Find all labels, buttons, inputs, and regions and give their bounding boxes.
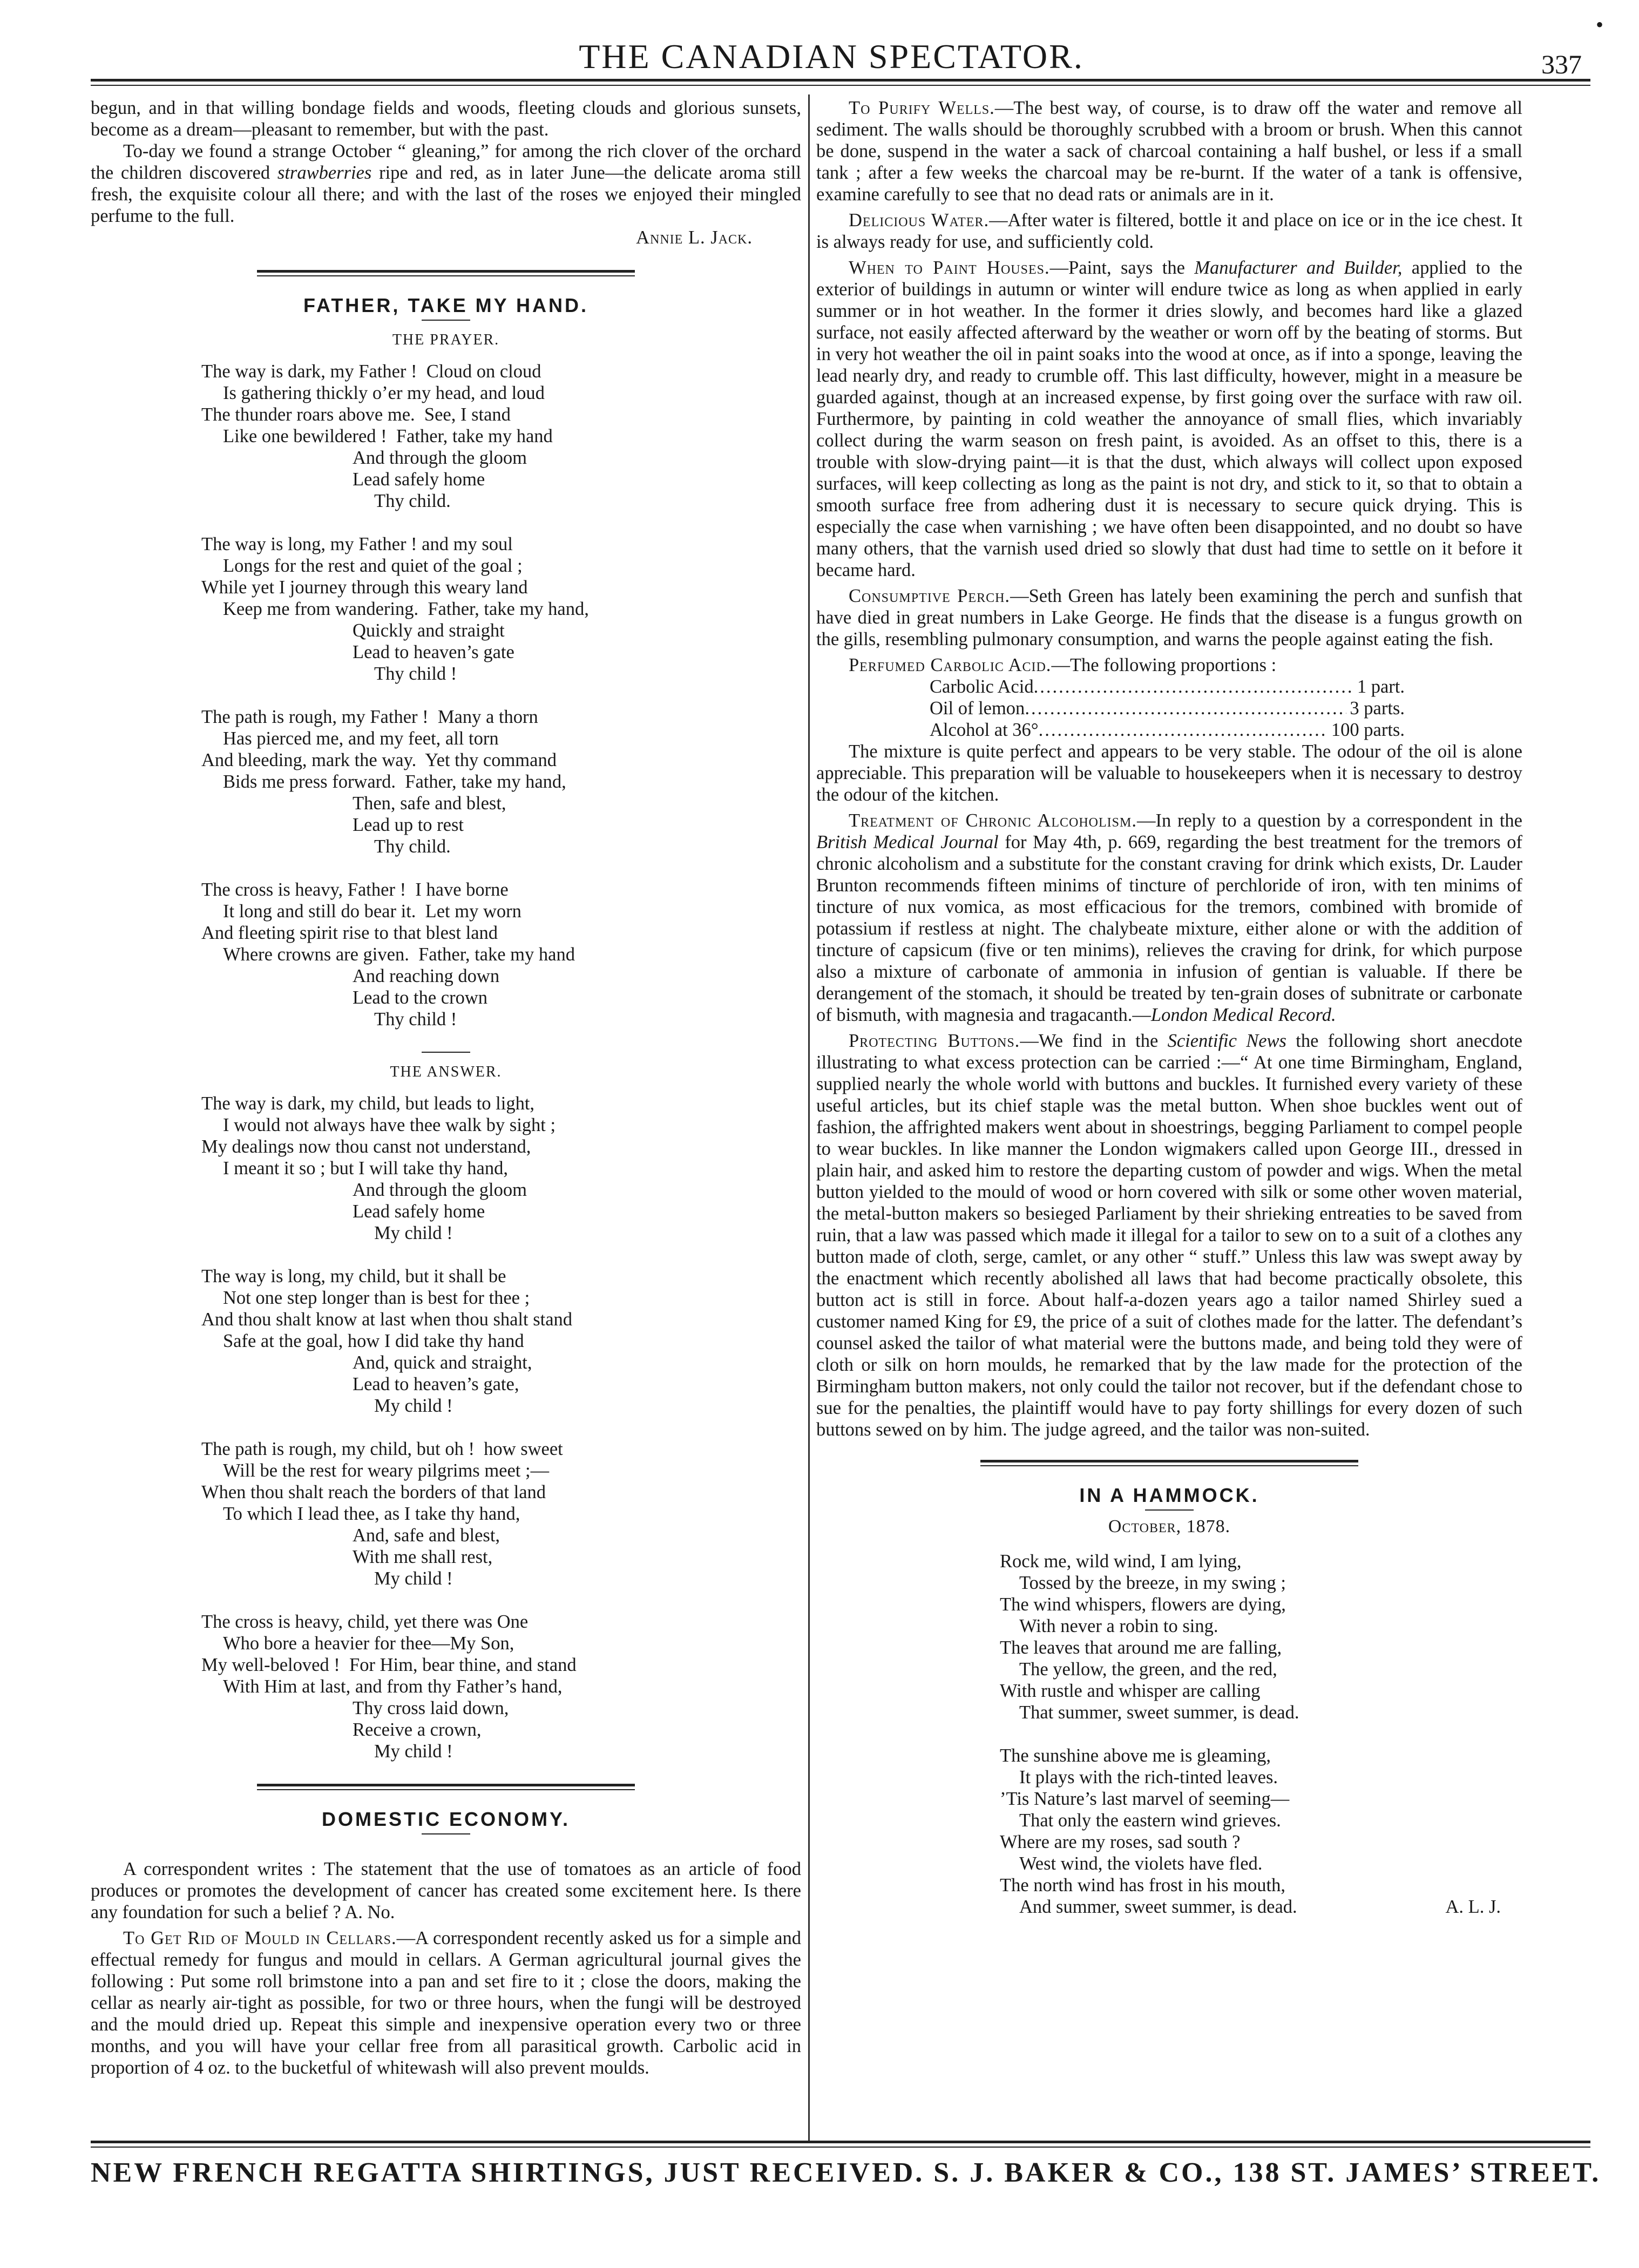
buttons-paragraph <box>816 1030 1522 1440</box>
water-paragraph <box>816 209 1522 253</box>
header-rule <box>91 79 1590 86</box>
poem-line: With rustle and whisper are calling <box>1000 1681 1261 1701</box>
poem-line: And, safe and blest, <box>353 1525 500 1546</box>
poem-line: Like one bewildered ! Father, take my hand <box>223 426 553 446</box>
poem-line: The path is rough, my child, but oh ! how sweet <box>201 1439 563 1459</box>
poem-line: And through the gloom <box>353 448 527 468</box>
poem-line: The cross is heavy, child, yet there was One <box>201 1612 529 1632</box>
title-rule <box>422 1833 470 1834</box>
buttons-body: the following short anecdote illustrating to what excess protection can be carried :—“ At one time Birmingham, England, supplied nearly the whole world with buttons and buckles. It furnished every variety of these useful articles, but its chief staple was the metal button. When shoe buckles went out of fashion, the affrighted makers went about in shoestrings, begging Parliament to compel people to wear buckles. In like manner the London wigmakers called upon George III., dressed in plain hair, and asked him to restore the departing custom of powder and wigs. When the metal button yielded to the mould of wood or horn covered with silk or some other woven material, the metal-button makers so besieged Parliament by their shrieking entreaties to be saved from ruin, that a law was passed which made it illegal for a tailor to sew on to a suit of a clothes any button made of cloth, serge, camlet, or any other “ stuff.” Unless this law was swept away by the enactment which recently abolished all laws that had become practically obsolete, this button act is still in force. About half-a-dozen years ago a tailor named Shirley sued a customer named King for £9, the price of a suit of clothes made for the latter. The defendant’s counsel asked the tailor of what material were the buttons made, and being told they were of cloth or silk on horn moulds, he remarked that by the law made for the protection of the Birmingham button makers, not only could the tailor not recover, but if the defendant chose to sue for the penalties, the plaintiff would have to pay forty shillings for every dozen of such buttons sewed on by him. The judge agreed, and the tailor was non-suited. <box>816 1031 1522 1440</box>
poem-line: To which I lead thee, as I take thy hand, <box>223 1504 520 1524</box>
poem-line: My child ! <box>374 1568 453 1589</box>
recipe-row <box>930 676 1405 698</box>
intro-signature: Annie L. Jack. <box>636 227 753 248</box>
poem-line: Will be the rest for weary pilgrims meet ;— <box>223 1460 550 1481</box>
leader-dots <box>1039 719 1328 741</box>
recipe-qty: 3 parts. <box>1350 698 1405 719</box>
alcohol-journal: British Medical Journal <box>816 832 999 852</box>
perch-paragraph <box>816 585 1522 650</box>
poem-line: That only the eastern wind grieves. <box>1019 1810 1281 1831</box>
stanza <box>201 1611 801 1762</box>
poem-line: Thy child. <box>374 836 451 857</box>
mould-paragraph <box>91 1927 801 2079</box>
stanza <box>201 706 801 857</box>
section-separator <box>980 1460 1358 1466</box>
poem-line: I meant it so ; but I will take thy hand, <box>223 1158 508 1179</box>
poem-line: Where crowns are given. Father, take my hand <box>223 944 575 965</box>
leader-dots <box>1025 698 1346 719</box>
poem-line: Thy cross laid down, <box>353 1698 509 1718</box>
left-column <box>91 97 801 2079</box>
wells-body: —The best way, of course, is to draw off the water and remove all sediment. The walls should be thoroughly scrubbed with a broom or brush. When this cannot be done, suspend in the water a sack of charcoal containing a half bushel, or less if a small tank ; after a few weeks the charcoal may be re-burnt. If the water of a tank is offensive, examine carefully to see that no dead rats or animals are in it. <box>816 98 1522 205</box>
wells-heading: To Purify Wells. <box>849 98 995 118</box>
stanza <box>201 1265 801 1417</box>
stanza <box>1000 1551 1522 1723</box>
poem-line: Who bore a heavier for thee—My Son, <box>223 1633 514 1654</box>
water-body: —After water is filtered, bottle it and place on ice or in the ice chest. It is always ready for use, and sufficiently cold. <box>816 210 1522 252</box>
water-heading: Delicious Water. <box>849 210 990 231</box>
hammock-poem <box>1000 1551 1522 1918</box>
poem-line: And thou shalt know at last when thou shalt stand <box>201 1309 573 1330</box>
paint-paragraph <box>816 257 1522 581</box>
poem-line: Thy child. <box>374 491 451 511</box>
poem-line: The sunshine above me is gleaming, <box>1000 1745 1271 1766</box>
hammock-signature: A. L. J. <box>1445 1897 1501 1917</box>
poem-line: Lead up to rest <box>353 815 464 835</box>
buttons-heading: Protecting Buttons. <box>849 1031 1020 1051</box>
poem-line: Lead safely home <box>353 469 485 490</box>
recipe-row <box>930 698 1405 719</box>
publication-title: THE CANADIAN SPECTATOR. <box>579 37 1084 76</box>
poem-line: Longs for the rest and quiet of the goal ; <box>223 556 523 576</box>
poem-line: With Him at last, and from thy Father’s hand, <box>223 1676 563 1697</box>
mould-body: —A correspondent recently asked us for a simple and effectual remedy for fungus and mould in cellars. A German agricultural journal gives the following : Put some roll brimstone into a pan and set fire to it ; close the doors, making the cellar as nearly air-tight as possible, for two or three hours, when the fungi will be destroyed and the mould dried up. Repeat this simple and inexpensive operation every two or three months, and you will have your cellar free from all parasitical growth. Carbolic acid in proportion of 4 oz. to the bucketful of whitewash will also prevent moulds. <box>91 1928 801 2078</box>
poem-line: And reaching down <box>353 966 500 986</box>
poem-line: With me shall rest, <box>353 1547 493 1567</box>
title-rule <box>422 320 470 321</box>
stanza <box>201 533 801 685</box>
section-separator <box>257 1784 635 1790</box>
poem-line: And, quick and straight, <box>353 1352 532 1373</box>
poem-line: Not one step longer than is best for thee ; <box>223 1288 530 1308</box>
hammock-title: IN A HAMMOCK. <box>1079 1484 1259 1506</box>
leader-dots <box>1034 676 1354 698</box>
poem-line: The way is dark, my Father ! Cloud on cloud <box>201 361 541 382</box>
poem-line: It long and still do bear it. Let my worn <box>223 901 522 922</box>
poem-line: Tossed by the breeze, in my swing ; <box>1019 1573 1286 1593</box>
poem-line: And bleeding, mark the way. Yet thy command <box>201 750 557 770</box>
mould-heading: To Get Rid of Mould in Cellars. <box>123 1928 397 1948</box>
poem-line: My dealings now thou canst not understand, <box>201 1136 531 1157</box>
poem-line: The leaves that around me are falling, <box>1000 1637 1282 1658</box>
intro-paragraph-2: To-day we found a strange October “ gleaning,” for among the rich clover of the orchard the children discovered strawberries ripe and red, as in later June—the delicate aroma still fresh, the exquisite colour all there; and with the last of the roses we enjoyed their mingled perfume to the full. <box>91 141 801 226</box>
carbolic-paragraph <box>816 654 1522 676</box>
poem-line: The way is long, my child, but it shall be <box>201 1266 506 1287</box>
recipe-item: Carbolic Acid <box>930 676 1034 697</box>
paint-body: applied to the exterior of buildings in autumn or winter will endure twice as long as when applied in early summer or in hot weather. In the former it dries slowly, and becomes hard like a glazed surface, not easily affected afterward by the weather or worn off by the beating of storms. But in very hot weather the oil in paint soaks into the wood at once, as if into a sponge, leaving the lead nearly dry, and ready to crumble off. This last difficulty, however, might in a measure be guarded against, though at an increased expense, by first going over the surface with raw oil. Furthermore, by painting in cold weather the annoyance of small flies, which invariably collect during the warm season on fresh paint, is avoided. As an offset to this, there is a trouble with slow-drying paint—it is that the dust, which always will collect upon exposed surfaces, will keep collecting as long as the paint is not dry, and stick to it, so that to obtain a smooth surface free from adhering dust it is necessary to secure quick drying. This is especially the case when varnishing ; we have often been disappointed, and no doubt so have many others, that the varnish used dried so slowly that dust had time to settle on it before it became hard. <box>816 258 1522 580</box>
prayer-label: THE PRAYER. <box>392 331 500 348</box>
poem-line: Safe at the goal, how I did take thy hand <box>223 1331 524 1351</box>
poem-line: That summer, sweet summer, is dead. <box>1019 1702 1299 1723</box>
poem-line: The thunder roars above me. See, I stand <box>201 404 511 425</box>
poem-line: My well-beloved ! For Him, bear thine, and stand <box>201 1655 577 1675</box>
recipe-qty: 1 part. <box>1357 676 1405 697</box>
poem-line: Rock me, wild wind, I am lying, <box>1000 1551 1242 1572</box>
poem-line: The way is long, my Father ! and my soul <box>201 534 513 554</box>
poem-title: FATHER, TAKE MY HAND. <box>303 294 588 316</box>
answer-label: THE ANSWER. <box>390 1064 502 1080</box>
right-column <box>816 97 1522 1939</box>
poem-line: While yet I journey through this weary land <box>201 577 528 598</box>
poem-line: The path is rough, my Father ! Many a thorn <box>201 707 538 727</box>
carbolic-heading: Perfumed Carbolic Acid. <box>849 655 1052 675</box>
print-mark: • <box>1595 12 1603 37</box>
footer-advertisement: NEW FRENCH REGATTA SHIRTINGS, JUST RECEIVED. S. J. BAKER & CO., 138 ST. JAMES’ STREET. <box>91 2157 1601 2188</box>
alcohol-heading: Treatment of Chronic Alcoholism. <box>849 810 1137 831</box>
recipe-table <box>930 676 1405 741</box>
poem-line: Quickly and straight <box>353 620 505 641</box>
recipe-qty: 100 parts. <box>1331 720 1405 740</box>
poem-line: Thy child ! <box>374 1009 457 1030</box>
tomato-paragraph: A correspondent writes : The statement that the use of tomatoes as an article of food produces or promotes the development of cancer has created some excitement here. Is there any foundation for such a belief ? A. No. <box>91 1859 801 1922</box>
recipe-row <box>930 719 1405 741</box>
page-number: 337 <box>1541 49 1582 79</box>
footer-rule <box>91 2141 1590 2148</box>
poem-line: ’Tis Nature’s last marvel of seeming— <box>1000 1789 1290 1809</box>
alcohol-source: London Medical Record. <box>1150 1005 1336 1025</box>
poem-line: With never a robin to sing. <box>1019 1616 1218 1636</box>
poem-line: The north wind has frost in his mouth, <box>1000 1875 1285 1895</box>
stanza <box>201 1093 801 1244</box>
perch-heading: Consumptive Perch. <box>849 586 1011 606</box>
poem-line: West wind, the violets have fled. <box>1019 1853 1263 1874</box>
poem-line: Lead to the crown <box>353 987 488 1008</box>
hammock-date: October, 1878. <box>1108 1516 1231 1536</box>
poem-line: Thy child ! <box>374 664 457 684</box>
poem-line: Lead to heaven’s gate, <box>353 1374 519 1394</box>
recipe-item: Alcohol at 36° <box>930 720 1039 740</box>
poem-line: My child ! <box>374 1741 453 1762</box>
domestic-economy-title: DOMESTIC ECONOMY. <box>321 1808 571 1830</box>
poem-line: The cross is heavy, Father ! I have borne <box>201 879 509 900</box>
poem-line: And fleeting spirit rise to that blest land <box>201 923 498 943</box>
poem-line: When thou shalt reach the borders of that land <box>201 1482 546 1502</box>
alcohol-paragraph <box>816 810 1522 1026</box>
title-rule <box>1145 1509 1194 1511</box>
paint-source: Manufacturer and Builder, <box>1194 258 1403 278</box>
poem-line: Where are my roses, sad south ? <box>1000 1832 1241 1852</box>
poem-line: Bids me press forward. Father, take my hand, <box>223 771 566 792</box>
stanza <box>201 361 801 512</box>
poem-line: My child ! <box>374 1396 453 1416</box>
poem-line: I would not always have thee walk by sight ; <box>223 1115 556 1135</box>
poem-line: The yellow, the green, and the red, <box>1019 1659 1277 1680</box>
poem-line: The wind whispers, flowers are dying, <box>1000 1594 1286 1615</box>
poem-line: Has pierced me, and my feet, all torn <box>223 728 499 749</box>
poem-line: Is gathering thickly o’er my head, and loud <box>223 383 545 403</box>
poem-line: And through the gloom <box>353 1180 527 1200</box>
alcohol-lead: —In reply to a question by a correspondent in the <box>1136 810 1522 831</box>
running-head <box>76 12 1603 82</box>
buttons-lead: —We find in the <box>1020 1031 1168 1051</box>
poem-line: The way is dark, my child, but leads to light, <box>201 1093 535 1114</box>
prayer-poem <box>201 361 801 1030</box>
buttons-source: Scientific News <box>1167 1031 1286 1051</box>
poem-line: Lead safely home <box>353 1201 485 1222</box>
poem-line: Keep me from wandering. Father, take my hand, <box>223 599 589 619</box>
stanza <box>1000 1745 1522 1918</box>
poem-line: Then, safe and blest, <box>353 793 506 814</box>
poem-line: Lead to heaven’s gate <box>353 642 514 662</box>
answer-poem <box>201 1093 801 1762</box>
poem-line: And summer, sweet summer, is dead. <box>1019 1897 1297 1917</box>
carbolic-intro: —The following proportions : <box>1051 655 1277 675</box>
alcohol-body: for May 4th, p. 669, regarding the best treatment for the tremors of chronic alcoholism and a substitute for the constant craving for drink which exists, Dr. Lauder Brunton recommends fifteen minims of tincture of perchloride of iron, with ten minims of tincture of nux vomica, as most efficacious for the tremors, combined with bromide of potassium if restless at night. The chalybeate mixture, either alone or with the addition of tincture of capsicum (five or ten minims), relieves the craving for drink, for which purpose also a mixture of carbonate of ammonia in infusion of gentian is valuable. If there be derangement of the stomach, it should be treated by ten-grain doses of subnitrate or carbonate of bismuth, with magnesia and tragacanth.— <box>816 832 1522 1025</box>
paint-heading: When to Paint Houses. <box>849 258 1050 278</box>
carbolic-after: The mixture is quite perfect and appears to be very stable. The odour of the oil is alone appreciable. This preparation will be valuable to housekeepers when it is necessary to destroy the odour of the kitchen. <box>816 741 1522 805</box>
stanza <box>201 879 801 1030</box>
poem-line: Receive a crown, <box>353 1719 482 1740</box>
perch-body: —Seth Green has lately been examining the perch and sunfish that have died in great numbers in Lake George. He finds that the disease is a fungus growth on the gills, resembling pulmonary consumption, and warns the people against eating the fish. <box>816 586 1522 649</box>
poem-divider <box>422 1052 470 1053</box>
intro-paragraph-1: begun, and in that willing bondage fields and woods, fleeting clouds and glorious sunsets, become as a dream—pleasant to remember, but with the past. <box>91 98 801 140</box>
column-divider <box>808 94 810 2141</box>
recipe-item: Oil of lemon <box>930 698 1025 719</box>
paint-lead: —Paint, says the <box>1049 258 1195 278</box>
stanza <box>201 1438 801 1589</box>
poem-line: My child ! <box>374 1223 453 1243</box>
section-separator <box>257 270 635 276</box>
wells-paragraph <box>816 97 1522 205</box>
poem-line: It plays with the rich-tinted leaves. <box>1019 1767 1278 1788</box>
